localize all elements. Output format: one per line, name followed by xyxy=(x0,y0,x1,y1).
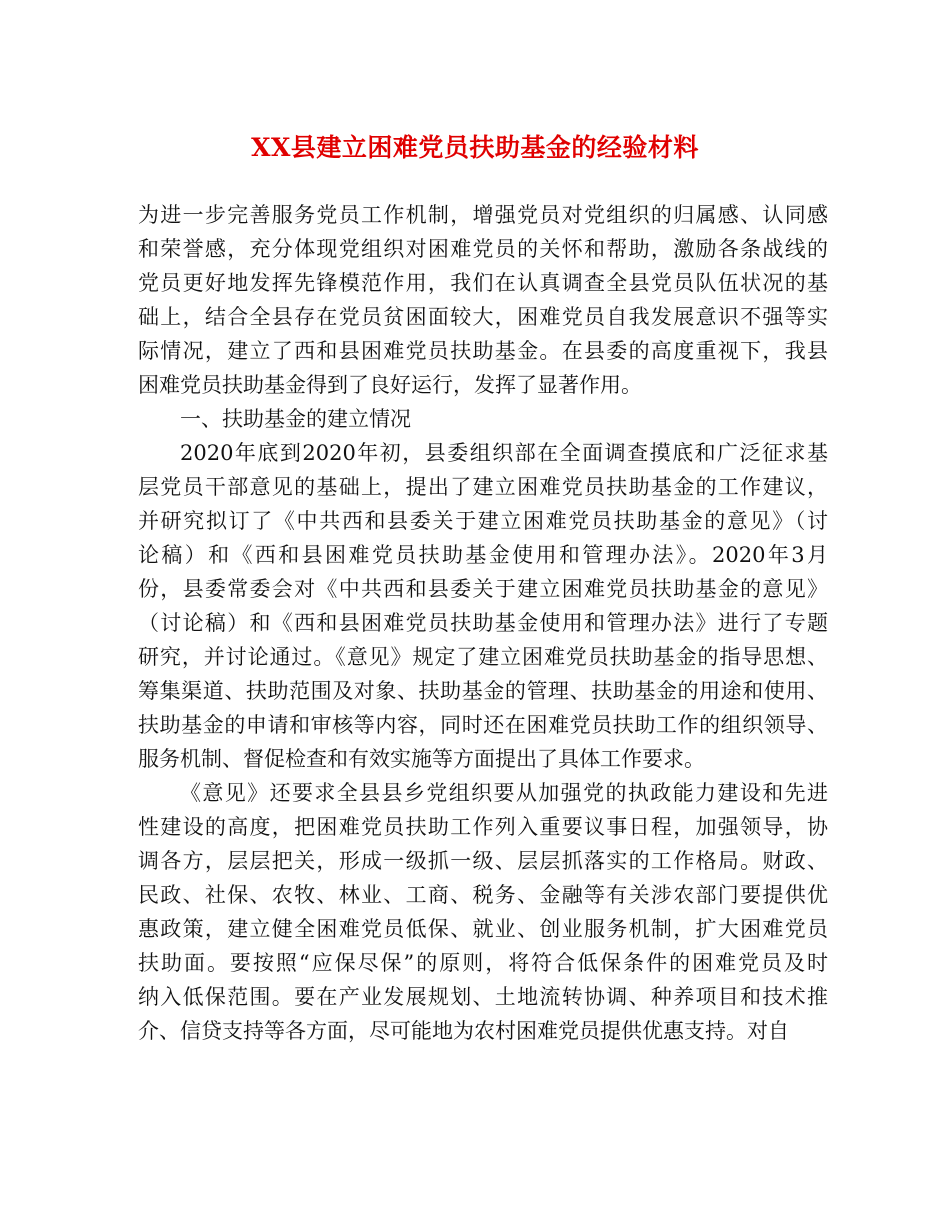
paragraph-line: 扶助面。要按照“应保尽保”的原则，将符合低保条件的困难党员及时 xyxy=(138,951,828,975)
paragraph-line: 并研究拟订了《中共西和县委关于建立困难党员扶助基金的意见》（讨 xyxy=(138,509,828,533)
paragraph-line: 际情况，建立了西和县困难党员扶助基金。在县委的高度重视下，我县 xyxy=(138,339,828,363)
paragraph xyxy=(138,776,828,1048)
paragraph xyxy=(138,198,828,402)
paragraph-line: （讨论稿）和《西和县困难党员扶助基金使用和管理办法》进行了专题 xyxy=(138,611,828,635)
paragraph-line: 惠政策，建立健全困难党员低保、就业、创业服务机制，扩大困难党员 xyxy=(138,917,828,941)
paragraph-line: 础上，结合全县存在党员贫困面较大，困难党员自我发展意识不强等实 xyxy=(138,305,828,329)
paragraph-line: 调各方，层层把关，形成一级抓一级、层层抓落实的工作格局。财政、 xyxy=(138,849,828,873)
paragraph-line: 为进一步完善服务党员工作机制，增强党员对党组织的归属感、认同感 xyxy=(138,203,828,227)
paragraph xyxy=(138,402,828,436)
paragraph-line: 纳入低保范围。要在产业发展规划、土地流转协调、种养项目和技术推 xyxy=(138,985,828,1009)
paragraph-line: 性建设的高度，把困难党员扶助工作列入重要议事日程，加强领导，协 xyxy=(138,815,828,839)
document-body xyxy=(138,198,828,1048)
paragraph-line: 筹集渠道、扶助范围及对象、扶助基金的管理、扶助基金的用途和使用、 xyxy=(138,679,828,703)
paragraph-line: 民政、社保、农牧、林业、工商、税务、金融等有关涉农部门要提供优 xyxy=(138,883,828,907)
paragraph-line: 党员更好地发挥先锋模范作用，我们在认真调查全县党员队伍状况的基 xyxy=(138,271,828,295)
paragraph-line: 扶助基金的申请和审核等内容，同时还在困难党员扶助工作的组织领导、 xyxy=(138,713,828,737)
paragraph-line: 服务机制、督促检查和有效实施等方面提出了具体工作要求。 xyxy=(138,747,705,771)
paragraph-line: 层党员干部意见的基础上，提出了建立困难党员扶助基金的工作建议， xyxy=(138,475,828,499)
paragraph-line: 一、扶助基金的建立情况 xyxy=(180,407,411,431)
paragraph-line: 研究，并讨论通过。《意见》规定了建立困难党员扶助基金的指导思想、 xyxy=(138,645,828,669)
paragraph-line: 和荣誉感，充分体现党组织对困难党员的关怀和帮助，激励各条战线的 xyxy=(138,237,828,261)
document-title: XX县建立困难党员扶助基金的经验材料 xyxy=(251,133,699,162)
paragraph-line: 困难党员扶助基金得到了良好运行，发挥了显著作用。 xyxy=(138,373,642,397)
paragraph-line: 份，县委常委会对《中共西和县委关于建立困难党员扶助基金的意见》 xyxy=(138,577,828,601)
paragraph-line: 《意见》还要求全县县乡党组织要从加强党的执政能力建设和先进 xyxy=(180,781,828,805)
paragraph xyxy=(138,436,828,776)
paragraph-line: 介、信贷支持等各方面，尽可能地为农村困难党员提供优惠支持。对自 xyxy=(138,1019,789,1043)
paragraph-line: 2020年底到2020年初，县委组织部在全面调查摸底和广泛征求基 xyxy=(180,441,828,465)
paragraph-line: 论稿）和《西和县困难党员扶助基金使用和管理办法》。2020年3月 xyxy=(138,543,828,567)
